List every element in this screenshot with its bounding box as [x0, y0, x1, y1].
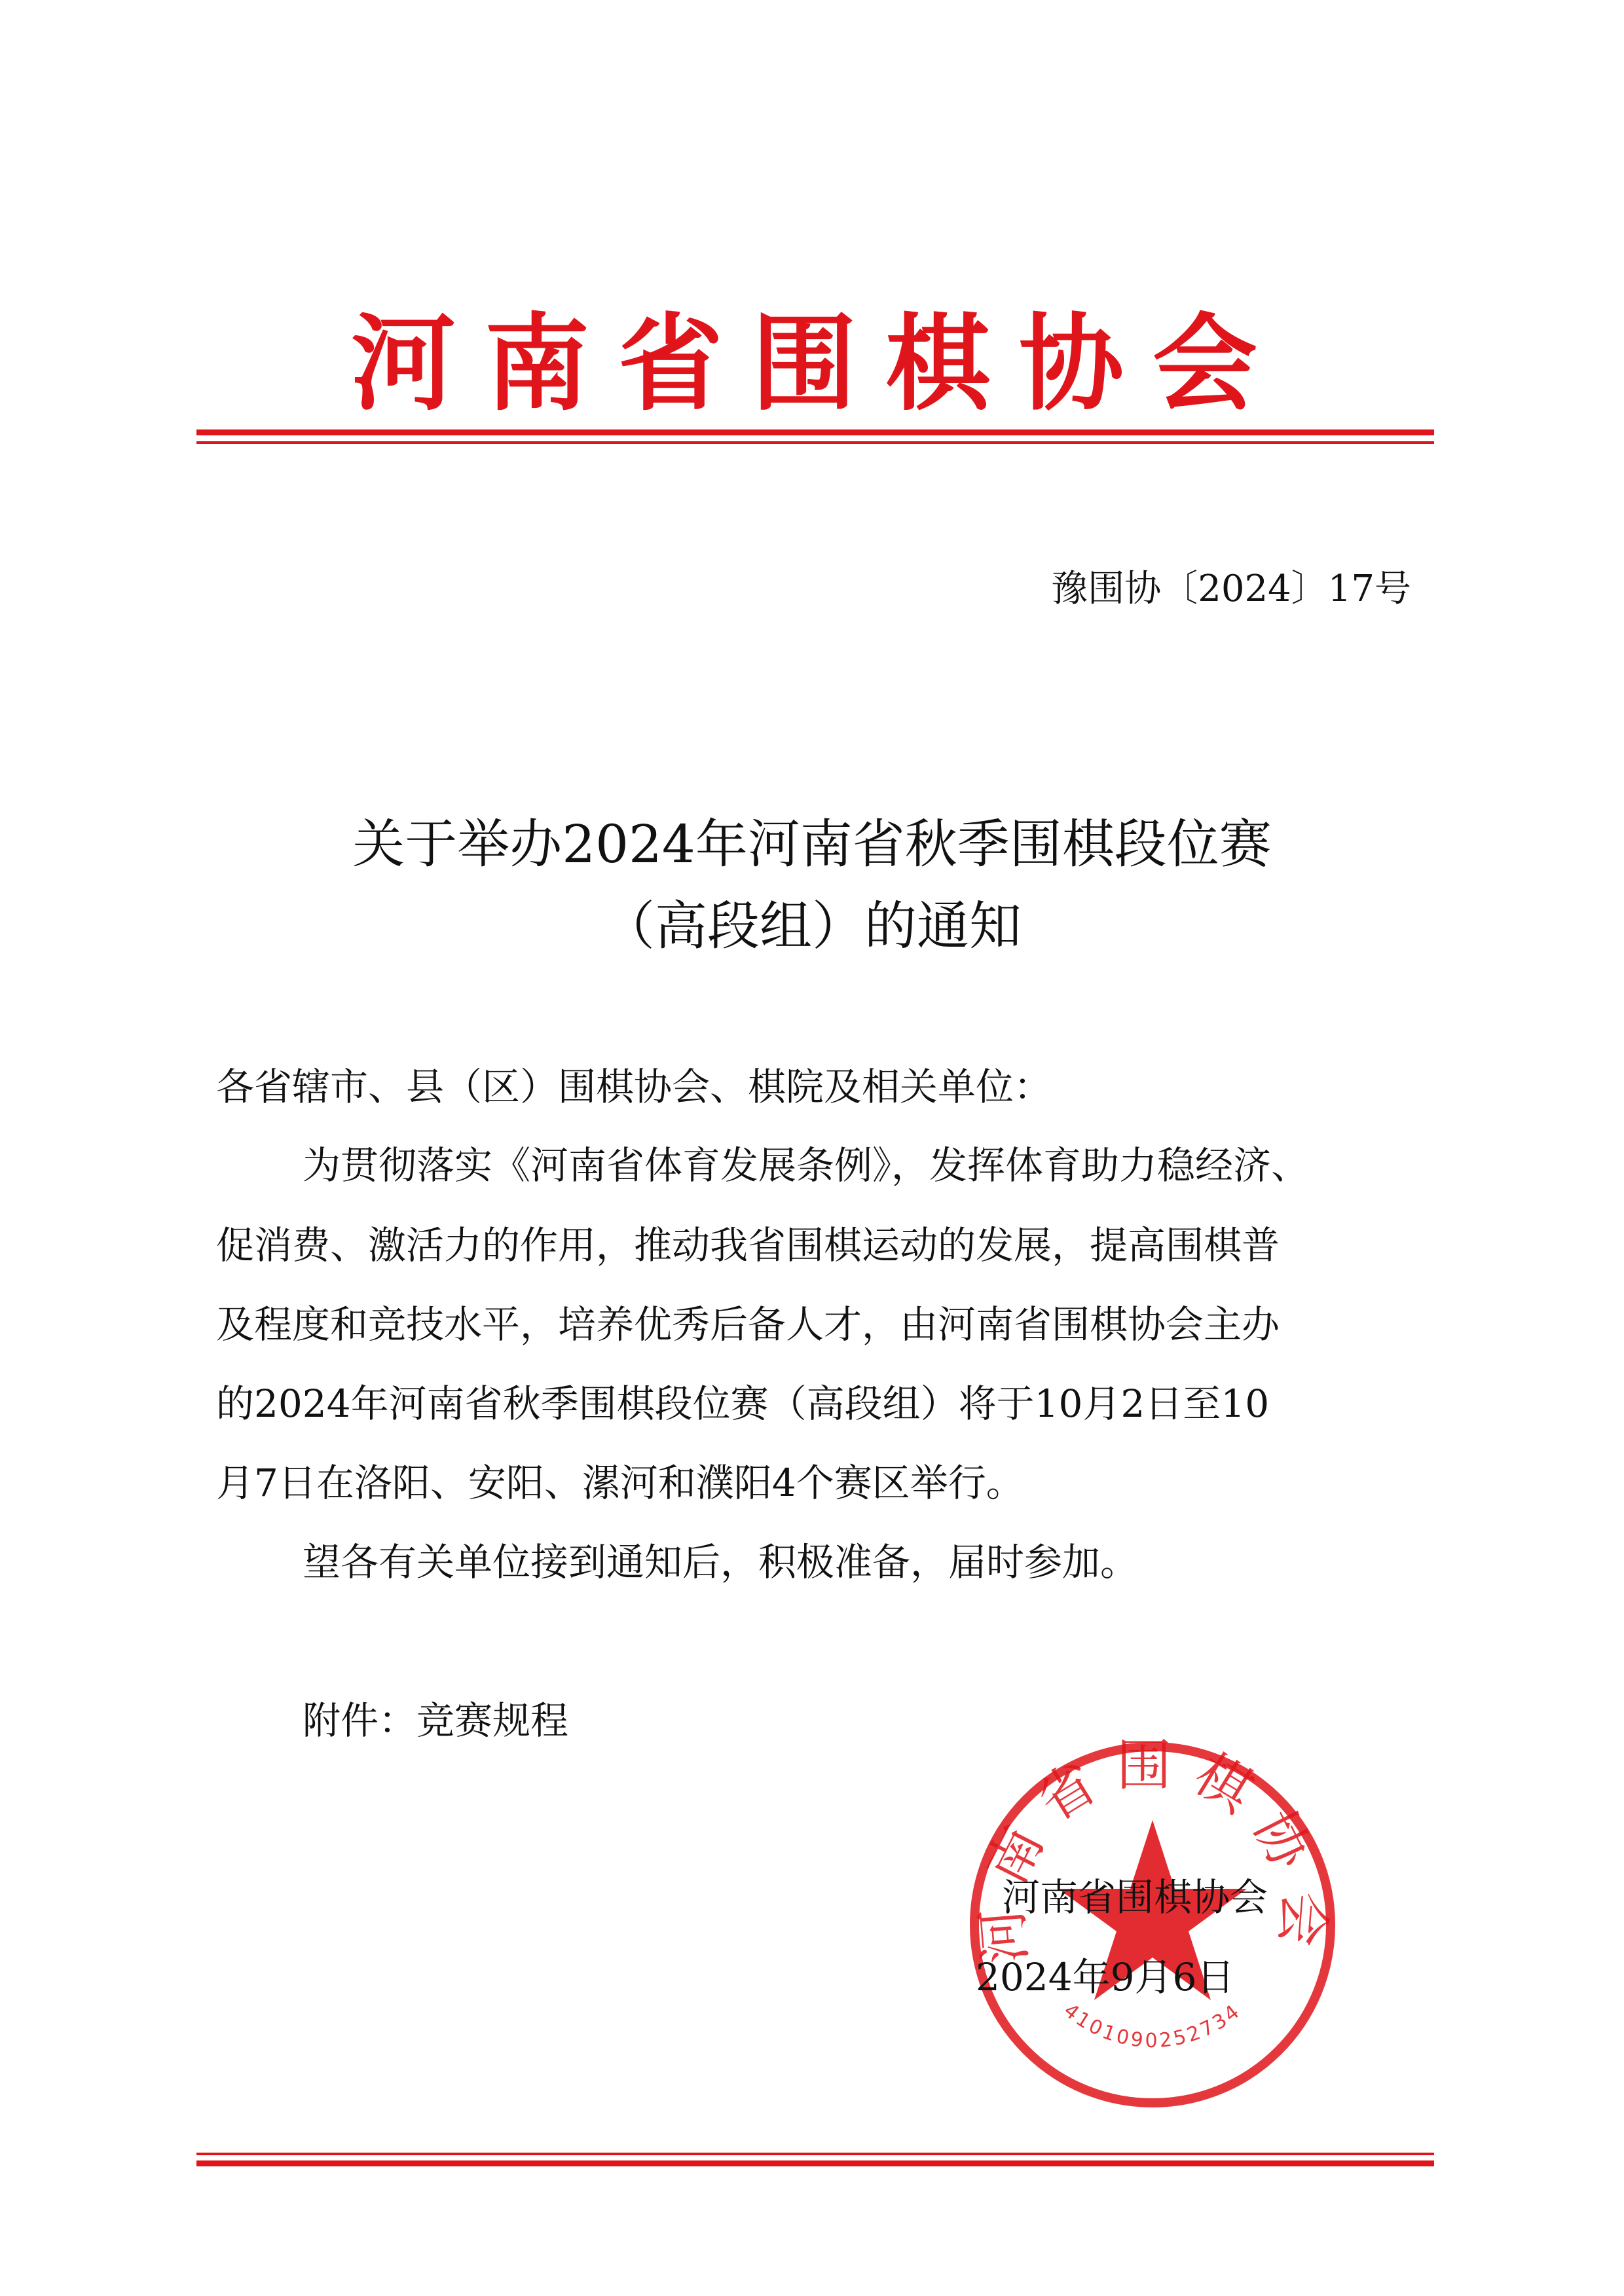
seal-arc-text: 河南省围棋协会 [968, 1733, 1337, 1966]
signature-organization: 河南省围棋协会 [1002, 1875, 1268, 1920]
paragraph-1-line-2: 促消费、激活力的作用，推动我省围棋运动的发展，提高围棋普 [216, 1223, 1280, 1267]
seal-code: 4101090252734 [1059, 1999, 1246, 2052]
salutation: 各省辖市、县（区）围棋协会、棋院及相关单位： [216, 1065, 1052, 1109]
header-rule-thick [196, 429, 1434, 435]
official-seal [956, 1728, 1349, 2121]
paragraph-2: 望各有关单位接到通知后，积极准备，届时参加。 [303, 1540, 1139, 1584]
paragraph-1-line-5: 月7日在洛阳、安阳、漯河和濮阳4个赛区举行。 [216, 1461, 1024, 1505]
notice-title-line-1: 关于举办2024年河南省秋季围棋段位赛 [352, 814, 1272, 875]
notice-title-line-2: （高段组）的通知 [602, 896, 1022, 957]
header-rule-thin [196, 441, 1434, 444]
footer-rule-thin [196, 2153, 1434, 2155]
paragraph-1-line-3: 及程度和竞技水平，培养优秀后备人才，由河南省围棋协会主办 [216, 1302, 1280, 1347]
footer-rule-thick [196, 2160, 1434, 2166]
paragraph-1-line-1: 为贯彻落实《河南省体育发展条例》，发挥体育助力稳经济、 [303, 1143, 1310, 1188]
document-number: 豫围协〔2024〕17号 [1051, 568, 1411, 610]
attachment-label: 附件：竞赛规程 [303, 1698, 569, 1743]
signature-date: 2024年9月6日 [976, 1955, 1235, 1999]
letterhead-title: 河南省围棋协会 [350, 302, 1286, 425]
paragraph-1-line-4: 的2024年河南省秋季围棋段位赛（高段组）将于10月2日至10 [216, 1381, 1270, 1426]
